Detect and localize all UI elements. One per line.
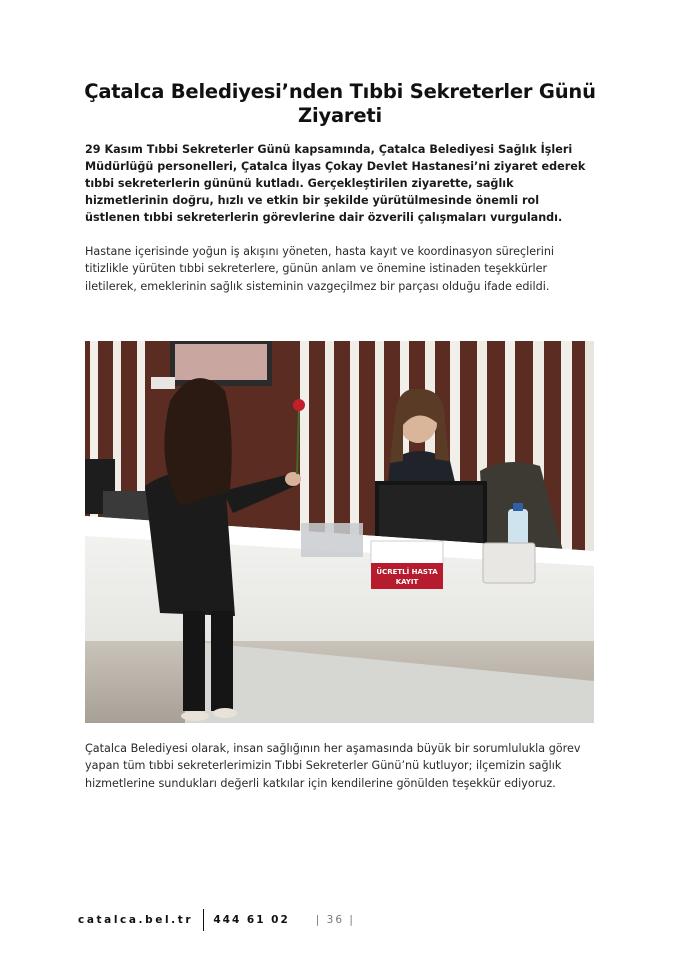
- desk-sign-line-2: KAYIT: [395, 578, 419, 586]
- footer-website[interactable]: catalca.bel.tr: [78, 914, 194, 926]
- printer: [483, 543, 535, 583]
- desk-sign-line-1: ÜCRETLİ HASTA: [376, 568, 438, 576]
- footer-divider: [203, 909, 204, 931]
- article-paragraph-2: Çatalca Belediyesi olarak, insan sağlığının her aşamasında büyük bir sorumlulukla görev yapan tüm tıbbi sekreterlerimizin Tıbbi Sekreterler Günü’nü kutluyor; ilçemizin sağlık hizmetlerine sundukları değerli katkılar için kendilerine gönülden teşekkür ediyoruz.: [85, 742, 581, 790]
- page-footer: [78, 910, 355, 930]
- document-tray: [301, 523, 363, 557]
- desk-sign: [371, 541, 443, 589]
- article-title: Çatalca Belediyesi’nden Tıbbi Sekreterler Günü Ziyareti: [84, 80, 596, 127]
- article-paragraph-1: Hastane içerisinde yoğun iş akışını yöneten, hasta kayıt ve koordinasyon süreçlerini titizlikle yürüten tıbbi sekreterlere, günün anlam ve önemine istinaden teşekkürler iletilerek, emeklerinin sağlık sisteminin vazgeçilmez bir parçası olduğu ifade edildi.: [85, 245, 555, 293]
- footer-phone[interactable]: 444 61 02: [213, 914, 290, 926]
- article-lead: 29 Kasım Tıbbi Sekreterler Günü kapsamında, Çatalca Belediyesi Sağlık İşleri Müdürlüğü personelleri, Çatalca İlyas Çokay Devlet Hastanesi’ni ziyaret ederek tıbbi sekreterlerin gününü kutladı. Gerçekleştirilen ziyarette, sağlık hizmetlerinin doğru, hızlı ve etkin bir şekilde yürütülmesinde önemli rol üstlenen tıbbi sekreterlerin görevlerine dair özverili çalışmaları vurgulandı.: [85, 143, 586, 224]
- page-number: | 36 |: [315, 914, 355, 926]
- article-photo: [85, 341, 594, 723]
